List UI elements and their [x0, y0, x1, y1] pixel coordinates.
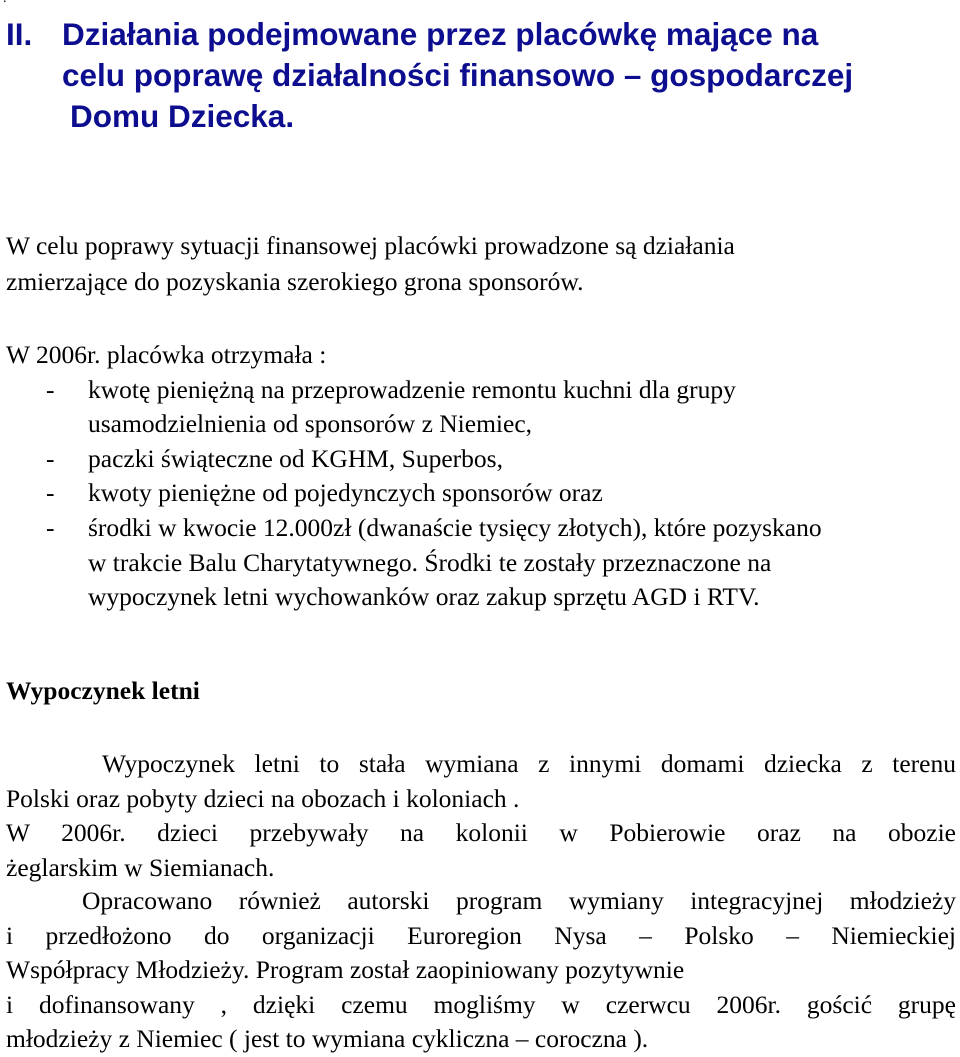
list-item — [6, 476, 956, 511]
chapter-title-line-1: Działania podejmowane przez placówkę mające na — [62, 16, 819, 52]
list-item-line: środki w kwocie 12.000zł (dwanaście tysięcy złotych), które pozyskano — [88, 512, 822, 542]
list-item — [6, 373, 956, 442]
chapter-heading — [6, 14, 956, 137]
exchange-line-4: i dofinansowany , dzięki czemu mogliśmy w czerwcu 2006r. gościć grupę — [6, 989, 956, 1019]
chapter-title-line-3: Domu Dziecka. — [70, 98, 295, 134]
intro-line-2: zmierzające do pozyskania szerokiego grona sponsorów. — [6, 267, 584, 296]
received-list — [6, 373, 956, 615]
summer-line-4: żeglarskim w Siemianach. — [6, 852, 275, 882]
list-item-line: usamodzielnienia od sponsorów z Niemiec, — [88, 409, 533, 439]
chapter-heading-line-1 — [6, 16, 818, 52]
list-item-line: w trakcie Balu Charytatywnego. Środki te zostały przeznaczone na — [88, 547, 772, 577]
exchange-line-1: Opracowano również autorski program wymiany integracyjnej młodzieży — [82, 886, 956, 915]
list-dash: - — [46, 374, 55, 404]
intro-line-1: W celu poprawy sytuacji finansowej placówki prowadzone są działania — [6, 231, 735, 260]
summer-line-2: Polski oraz pobyty dzieci na obozach i koloniach . — [6, 783, 520, 813]
chapter-number: II. — [6, 16, 33, 52]
list-item-line: paczki świąteczne od KGHM, Superbos, — [88, 443, 503, 473]
exchange-paragraph — [6, 884, 956, 1057]
list-item — [6, 442, 956, 477]
exchange-line-3: Współpracy Młodzieży. Program został zaopiniowany pozytywnie — [6, 955, 685, 984]
list-item-line: wypoczynek letni wychowanków oraz zakup sprzętu AGD i RTV. — [88, 582, 760, 612]
list-item-line: kwotę pieniężną na przeprowadzenie remontu kuchni dla grupy — [88, 374, 736, 404]
top-mark — [3, 0, 7, 6]
summer-line-1: Wypoczynek letni to stała wymiana z innymi domami dziecka z terenu — [102, 749, 956, 778]
list-dash: - — [46, 443, 55, 473]
chapter-title-line-2: celu poprawę działalności finansowo – gospodarczej — [62, 57, 854, 93]
exchange-line-2: i przedłożono do organizacji Euroregion Nysa – Polsko – Niemieckiej — [6, 920, 956, 950]
exchange-line-5: młodzieży z Niemiec ( jest to wymiana cykliczna – coroczna ). — [6, 1024, 649, 1053]
received-section — [6, 338, 956, 615]
summer-paragraph — [6, 747, 956, 885]
list-item — [6, 511, 956, 615]
list-dash: - — [46, 512, 55, 542]
intro-paragraph — [6, 228, 956, 300]
list-dash: - — [46, 478, 55, 508]
list-item-line: kwoty pieniężne od pojedynczych sponsorów oraz — [88, 478, 603, 508]
summer-line-3: W 2006r. dzieci przebywały na kolonii w Pobierowie oraz na obozie — [6, 818, 956, 847]
summer-heading: Wypoczynek letni — [6, 676, 200, 705]
received-lead: W 2006r. placówka otrzymała : — [6, 340, 327, 369]
